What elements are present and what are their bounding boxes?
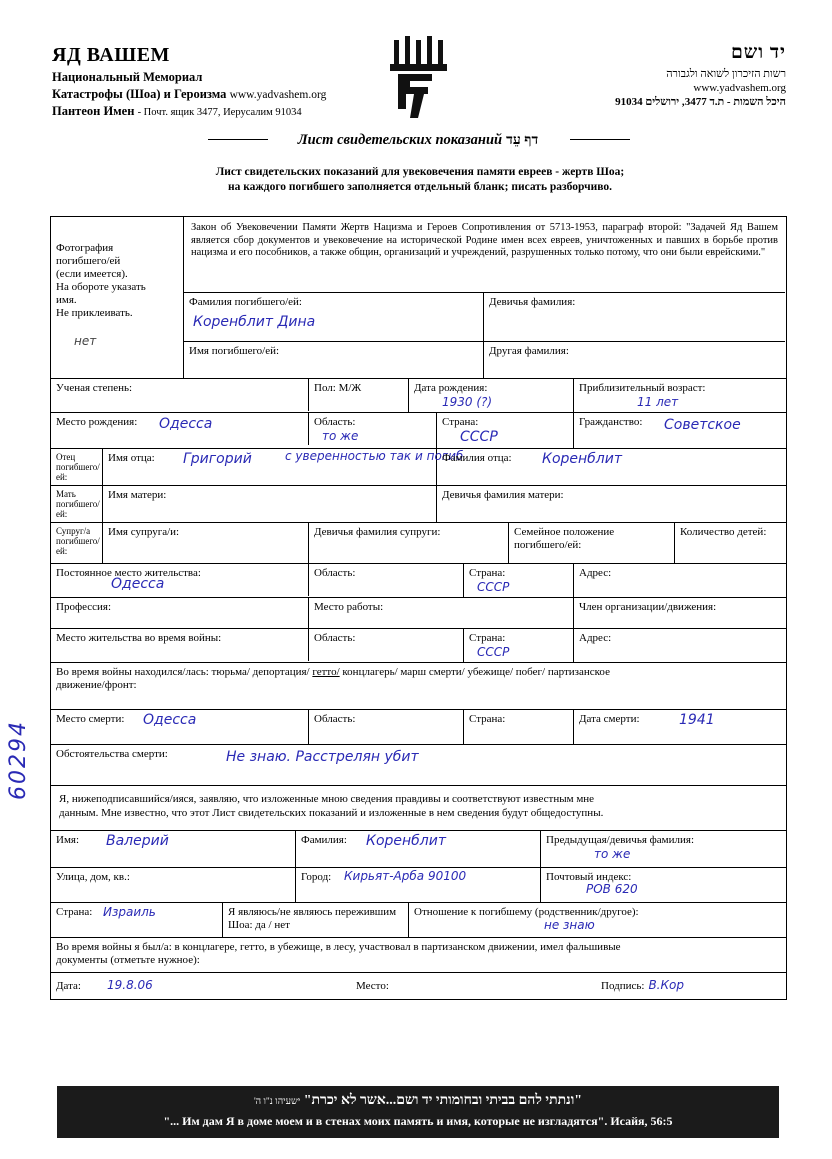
hall-of-names-label: Пантеон Имен: [52, 104, 135, 118]
field-label: Имя погибшего/ей:: [189, 345, 280, 357]
field-label: Почтовый индекс:: [546, 871, 632, 883]
signature-value: В.Кор: [648, 978, 684, 992]
field-label: Отношение к погибшему (родственник/другое):: [414, 906, 639, 918]
field-birth-date[interactable]: [409, 379, 574, 412]
footer-quote-russian: "... Им дам Я в доме моем и в стенах моих память и имя, которые не изгладятся". Исайя, 56:5: [163, 1114, 673, 1128]
field-permanent-residence[interactable]: [51, 564, 309, 596]
document-title: [258, 131, 578, 149]
form-row-witness-address: [51, 868, 786, 903]
father-note: с уверенностью так и погиб: [285, 449, 464, 463]
field-label: Другая фамилия:: [489, 345, 569, 357]
field-value: Коренблит Дина: [193, 314, 316, 330]
law-text-box: [184, 217, 785, 293]
field-label: Адрес:: [579, 632, 612, 644]
wartime-options-line-2: движение/фронт:: [56, 679, 137, 691]
field-approx-age[interactable]: [574, 379, 784, 412]
org-name-ru: ЯД ВАШЕМ: [52, 44, 170, 66]
field-mother-name[interactable]: [103, 486, 437, 522]
field-label: Фамилия погибшего/ей:: [189, 296, 302, 308]
subtitle-line-2: на каждого погибшего заполняется отдельный бланк; писать разборчиво.: [227, 181, 613, 193]
form-row-war-self: [51, 938, 786, 973]
title-rule-right: [570, 139, 630, 140]
photo-box-line-6: Не приклеивать.: [56, 307, 133, 319]
field-value: то же: [322, 429, 359, 443]
field-value: СССР: [477, 580, 510, 594]
testimony-form: [50, 216, 787, 1000]
form-row-declaration: [51, 786, 786, 831]
field-label: Профессия:: [56, 601, 111, 613]
form-row-signature: [51, 973, 786, 999]
photo-box-line-2: погибшего/ей: [56, 255, 121, 267]
field-label: Количество детей:: [680, 526, 767, 538]
field-label: Область:: [314, 567, 356, 579]
signature-label: Подпись:: [601, 980, 645, 992]
form-row-witness-name: [51, 831, 786, 868]
field-value: Валерий: [106, 833, 169, 849]
side-label-text: Мать погибшего/ей:: [56, 489, 100, 519]
org-name-he: יד ושם: [730, 42, 786, 63]
footer-quote: [57, 1086, 779, 1138]
field-father-name[interactable]: [103, 449, 464, 485]
field-label: Пол: М/Ж: [314, 382, 362, 394]
field-witness-country[interactable]: [51, 903, 223, 937]
photo-box-handwriting: нет: [74, 334, 97, 348]
declaration-text: [51, 786, 784, 830]
field-label: Имя отца:: [108, 452, 155, 464]
form-row-residence: [51, 564, 786, 598]
date-label: Дата:: [56, 980, 81, 992]
field-label: Имя матери:: [108, 489, 167, 501]
field-date[interactable]: [51, 973, 296, 999]
field-birth-place[interactable]: [51, 413, 309, 445]
field-relation-to-victim[interactable]: [409, 903, 784, 937]
field-witness-surname[interactable]: [296, 831, 541, 867]
field-label: Адрес:: [579, 567, 612, 579]
photo-box-line-1: Фотография: [56, 242, 114, 254]
field-death-circumstances[interactable]: [51, 745, 784, 785]
field-signature[interactable]: [541, 973, 784, 999]
field-value: Не знаю. Расстрелян убит: [226, 749, 419, 765]
wartime-options-line-1: [56, 666, 779, 679]
declaration-line-2: данным. Мне известно, что этот Лист свидетельских показаний и изложенные в нем сведения будут общедоступны.: [59, 807, 604, 819]
field-other-surname[interactable]: [484, 342, 785, 378]
side-label-text: Супруг/а погибшего/ей:: [56, 526, 100, 556]
footer-quote-source-he: ישעיהו נ"ו ה': [253, 1097, 301, 1107]
field-first-name-victim[interactable]: [184, 342, 484, 378]
form-row-spouse: [51, 523, 786, 564]
field-wartime-status[interactable]: [51, 663, 784, 709]
subtitle-line-1: Лист свидетельских показаний для увековечения памяти евреев - жертв Шоа;: [215, 166, 625, 178]
field-maiden-name[interactable]: [484, 293, 785, 341]
field-death-place[interactable]: [51, 710, 309, 744]
field-witness-city[interactable]: [296, 868, 541, 902]
field-label: Фамилия:: [301, 834, 347, 846]
field-witness-previous-name[interactable]: [541, 831, 784, 867]
header-left-block: [52, 44, 326, 119]
photo-box[interactable]: [51, 217, 184, 378]
footer-quote-hebrew: [57, 1086, 779, 1109]
field-value: Одесса: [159, 416, 213, 432]
field-label: Место рождения:: [56, 416, 138, 428]
photo-box-line-3: (если имеется).: [56, 268, 128, 280]
field-label: Область:: [314, 416, 356, 428]
field-label: Место жительства во время войны:: [56, 632, 222, 644]
field-label: Дата рождения:: [414, 382, 488, 394]
field-spouse-name[interactable]: [103, 523, 309, 563]
side-label-father: [51, 449, 103, 485]
archive-code: 60294: [6, 720, 31, 800]
field-witness-first-name[interactable]: [51, 831, 296, 867]
field-value: Коренблит: [542, 451, 622, 467]
org-subtitle-2: [52, 87, 326, 102]
mailing-address-he: היכל השמות - ת.ד 3477, ירושלים 91034: [615, 96, 786, 108]
field-spouse-maiden-name[interactable]: [309, 523, 509, 563]
field-label: Страна:: [442, 416, 479, 428]
field-label: Страна:: [56, 906, 93, 918]
field-residence-region[interactable]: [309, 564, 464, 597]
field-children-count[interactable]: [675, 523, 784, 563]
field-sex[interactable]: [309, 379, 409, 412]
field-profession[interactable]: [51, 598, 309, 628]
header-right-block: [615, 42, 786, 108]
field-label: Имя супруга/и:: [108, 526, 180, 538]
field-label: Имя:: [56, 834, 80, 846]
field-label: Я являюсь/не являюсь пережившим Шоа: да / нет: [228, 906, 397, 931]
field-war-residence[interactable]: [51, 629, 309, 661]
field-value: POB 620: [586, 882, 638, 896]
declaration-line-1: Я, нижеподписавшийся/ияся, заявляю, что изложенные мною сведения правдивы и соответствуют известным мне: [59, 793, 595, 805]
field-label: Область:: [314, 632, 356, 644]
org-subtitle-3: [52, 104, 326, 119]
form-row-birthplace: [51, 413, 786, 449]
org-subtitle-2-text: Катастрофы (Шоа) и Героизма: [52, 87, 227, 101]
field-value: 11 лет: [637, 395, 679, 409]
field-label: Девичья фамилия супруги:: [314, 526, 441, 538]
field-death-date[interactable]: [574, 710, 784, 744]
field-value: СССР: [477, 645, 510, 659]
field-value: 1930 (?): [442, 395, 493, 409]
wartime-selected-option: гетто/: [312, 666, 340, 678]
photo-box-line-4: На обороте указать: [56, 281, 146, 293]
field-witness-street[interactable]: [51, 868, 296, 902]
org-subtitle-1: Национальный Мемориал: [52, 70, 203, 84]
field-birth-region[interactable]: [309, 413, 437, 448]
field-mother-maiden-name[interactable]: [437, 486, 784, 522]
date-value: 19.8.06: [106, 978, 153, 992]
field-label: Обстоятельства смерти:: [56, 748, 168, 760]
field-value: Одесса: [111, 576, 165, 592]
field-label: Улица, дом, кв.:: [56, 871, 130, 883]
field-witness-postal-code[interactable]: [541, 868, 784, 902]
field-label: Страна:: [469, 713, 506, 725]
war-self-line-1: Во время войны я был/а: в концлагере, гетто, в убежище, в лесу, участвовал в партизанском движении, имел фальшивые: [56, 941, 621, 953]
field-place[interactable]: [296, 973, 541, 999]
field-label: Девичья фамилия матери:: [442, 489, 564, 501]
field-label: Предыдущая/девичья фамилия:: [546, 834, 695, 846]
form-row-degree: [51, 379, 786, 413]
field-academic-degree[interactable]: [51, 379, 309, 411]
field-label: Ученая степень:: [56, 382, 133, 394]
field-organization-member[interactable]: [574, 598, 784, 628]
field-father-surname[interactable]: [437, 449, 784, 485]
field-surname-victim[interactable]: [184, 293, 484, 341]
field-label: Гражданство:: [579, 416, 643, 428]
law-text: Закон об Увековечении Памяти Жертв Нацизма и Героев Сопротивления от 5713-1953, параграф второй: "Задачей Яд Вашем является сбор документов и увековечение на исторической Родине имен всех евреев, уничтоженных и павших в борьбе против нацизма и его пособников, а также общин, организаций и учреждений, разрушенных только потому, что они были еврейскими.": [191, 222, 778, 259]
wartime-prefix: Во время войны находился/лась:: [56, 666, 209, 678]
side-label-mother: [51, 486, 103, 522]
document-title-ru: Лист свидетельских показаний: [297, 132, 503, 148]
form-row-witness-country: [51, 903, 786, 938]
field-witness-war-experience[interactable]: [51, 938, 784, 972]
field-value: не знаю: [544, 918, 595, 932]
website-url[interactable]: www.yadvashem.org: [229, 89, 327, 101]
form-row-wartime-options: [51, 663, 786, 710]
field-label: Страна:: [469, 567, 506, 579]
field-war-region[interactable]: [309, 629, 464, 662]
field-label: Город:: [301, 871, 332, 883]
footer-quote-hebrew-text: "ונתתי להם בביתי ובחומותי יד ושם...אשר לא יכרת": [303, 1093, 583, 1108]
field-residence-country[interactable]: [464, 564, 574, 597]
place-label: Место:: [356, 980, 389, 992]
field-label: Приблизительный возраст:: [579, 382, 706, 394]
field-label: Дата смерти:: [579, 713, 640, 725]
field-value: Израиль: [103, 905, 156, 919]
form-row-mother: [51, 486, 786, 523]
form-row-father: [51, 449, 786, 486]
page-header: [0, 0, 832, 140]
field-value: Одесса: [143, 712, 197, 728]
photo-box-line-5: имя.: [56, 294, 77, 306]
org-subtitle-he-1: רשות הזיכרון לשואה ולגבורה: [666, 68, 786, 80]
form-row-top: [51, 217, 786, 379]
form-row-death-circumstances: [51, 745, 786, 786]
field-label: Страна:: [469, 632, 506, 644]
document-subtitle: [120, 165, 720, 195]
field-value: СССР: [460, 429, 498, 445]
field-label: Девичья фамилия:: [489, 296, 576, 308]
field-war-country[interactable]: [464, 629, 574, 662]
title-rule-left: [208, 139, 268, 140]
field-citizenship[interactable]: [574, 413, 784, 448]
field-value: то же: [594, 847, 631, 861]
field-value: Советское: [664, 417, 741, 433]
field-birth-country[interactable]: [437, 413, 574, 448]
field-marital-status[interactable]: [509, 523, 675, 563]
field-death-region[interactable]: [309, 710, 464, 744]
field-value: 1941: [679, 712, 715, 728]
field-death-country[interactable]: [464, 710, 574, 744]
mailing-address: - Почт. ящик 3477, Иерусалим 91034: [137, 107, 302, 118]
field-value: Григорий: [183, 451, 252, 467]
field-survivor-status[interactable]: [223, 903, 409, 937]
form-row-war-residence: [51, 629, 786, 663]
side-label-text: Отец погибшего/ей:: [56, 452, 100, 482]
website-url-he[interactable]: www.yadvashem.org: [693, 82, 786, 94]
field-label: Место работы:: [314, 601, 384, 613]
form-row-death: [51, 710, 786, 745]
field-label: Фамилия отца:: [442, 452, 512, 464]
form-row-profession: [51, 598, 786, 629]
field-workplace[interactable]: [309, 598, 574, 628]
field-value: Коренблит: [366, 833, 446, 849]
field-label: Область:: [314, 713, 356, 725]
field-value: Кирьят-Арба 90100: [344, 869, 467, 883]
field-residence-address[interactable]: [574, 564, 784, 597]
field-war-address[interactable]: [574, 629, 784, 662]
wartime-options: тюрьма/ депортация/ гетто/ концлагерь/ марш смерти/ убежище/ побег/ партизанское: [211, 666, 610, 678]
document-title-he: דף עֵד: [506, 133, 539, 148]
field-label: Семейное положение погибшего/ей:: [514, 526, 615, 551]
war-self-line-2: документы (отметьте нужное):: [56, 954, 200, 966]
side-label-spouse: [51, 523, 103, 563]
field-label: Член организации/движения:: [579, 601, 717, 613]
field-label: Место смерти:: [56, 713, 125, 725]
yad-vashem-logo-icon: [380, 34, 460, 118]
field-label: Постоянное место жительства:: [56, 567, 201, 579]
